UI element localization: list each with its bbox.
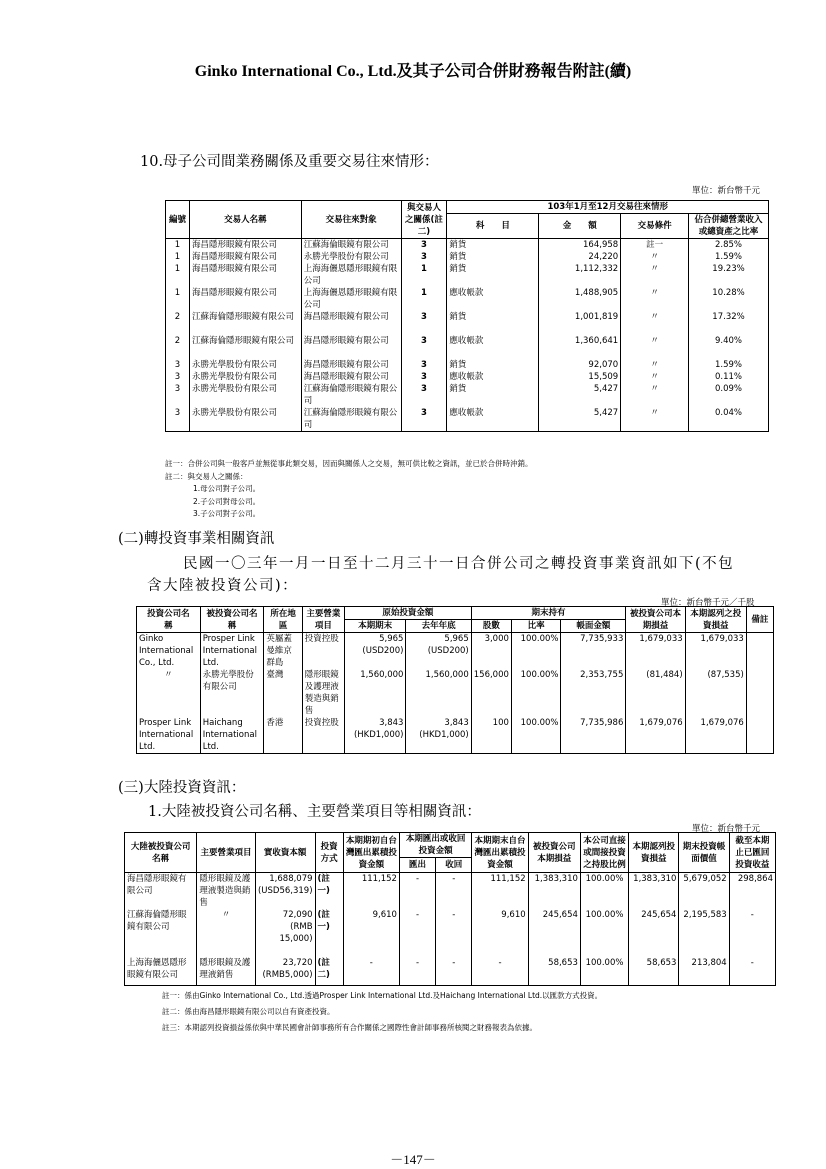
- t3-cell: -: [436, 909, 472, 957]
- th-amount: 金 額: [539, 214, 621, 239]
- t2-cell: 1,679,076: [626, 717, 685, 754]
- t2-cell: Haichang International Ltd.: [200, 717, 264, 754]
- note-1: 註一：係由Ginko International Co., Ltd.透過Prosper Link International Ltd.及Haichang International Ltd.以匯款方式投資。: [162, 991, 603, 1000]
- th-name: 大陸被投資公司名稱: [125, 833, 197, 873]
- th-relation: 與交易人之關係(註二): [401, 201, 447, 239]
- t1-cell: 1,112,332: [539, 263, 621, 287]
- section-3-title: (三)大陸投資資訊：: [118, 780, 246, 796]
- t3-cell: -: [399, 957, 435, 985]
- t2-cell: Ginko International Co., Ltd.: [137, 633, 201, 670]
- t2-cell: 1,560,000: [406, 669, 471, 717]
- t3-val: 23,720: [282, 958, 313, 968]
- t1-cell: 3: [401, 407, 447, 432]
- t2-cell: 香港: [264, 717, 302, 754]
- t2-cell: [344, 633, 406, 670]
- th-period: 103年1月至12月交易往來情形: [447, 201, 769, 214]
- t2-cell: [746, 669, 773, 717]
- section-3-unit: 單位：新台幣千元: [692, 824, 761, 834]
- t3-cell: -: [399, 873, 435, 910]
- t1-cell: 3: [401, 239, 447, 252]
- t3-cell: 江蘇海倫隱形眼鏡有限公司: [125, 909, 197, 957]
- t3-cell: 111,152: [343, 873, 399, 910]
- t1-cell: 3: [166, 371, 190, 383]
- t3-cell: 海昌隱形眼鏡有限公司: [125, 873, 197, 910]
- t1-cell: 永勝光學股份有限公司: [189, 371, 301, 383]
- t3-cell: (註一): [315, 909, 343, 957]
- th-pct: 比率: [511, 620, 561, 633]
- t1-cell: 銷貨: [447, 383, 539, 407]
- t3-cell: 58,653: [528, 957, 580, 985]
- th-item: 科 目: [447, 214, 539, 239]
- th-begin: 本期期初自台灣匯出累積投資金額: [343, 833, 399, 873]
- section-2-intro-cont: 含大陸被投資公司)：: [147, 578, 299, 594]
- t2-cell: [406, 717, 471, 754]
- t3-cell: 2,195,583: [679, 909, 729, 957]
- t2-val: 3,843: [444, 718, 469, 728]
- t1-cell: 1,001,819: [539, 311, 621, 335]
- t2-cell: 1,679,033: [626, 633, 685, 670]
- th-orig: 原始投資金額: [344, 607, 471, 620]
- t1-cell: 海昌隱形眼鏡有限公司: [189, 239, 301, 252]
- t2-cell: 100.00%: [511, 669, 561, 717]
- th-pl: 被投資公司本期損益: [626, 607, 685, 633]
- t1-cell: 164,958: [539, 239, 621, 252]
- t1-cell: 江蘇海倫隱形眼鏡有限公司: [301, 383, 401, 407]
- t3-cell: 5,679,052: [679, 873, 729, 910]
- t3-cell: 58,653: [629, 957, 679, 985]
- t2-cell: 7,735,933: [561, 633, 626, 670]
- t1-cell: 3: [401, 311, 447, 335]
- t1-cell: 3: [401, 359, 447, 371]
- note-3: 註三：本期認列投資損益係依與中華民國會計師事務所有合作關係之國際性會計師事務所核閱之財務報表為依據。: [162, 1023, 537, 1032]
- t1-cell: 0.11%: [689, 371, 769, 383]
- note-1: 註一：合併公司與一般客戶並無從事此類交易，因而與關係人之交易，無可供比較之資訊，並已於合併時沖銷。: [165, 459, 533, 468]
- t2-val-sub: (HKD1,000): [419, 730, 469, 740]
- t1-cell: 〃: [621, 263, 689, 287]
- t2-cell: 投資控股: [302, 717, 344, 754]
- t1-cell: 19.23%: [689, 263, 769, 287]
- th-pl: 被投資公司本期損益: [528, 833, 580, 873]
- t1-cell: 1.59%: [689, 359, 769, 371]
- t3-cell: -: [472, 957, 528, 985]
- t1-cell: 應收帳款: [447, 371, 539, 383]
- th-recog: 本期認列投資損益: [629, 833, 679, 873]
- th-remark: 備註: [746, 607, 773, 633]
- t3-cell: (註一): [315, 873, 343, 910]
- t2-cell: 英屬蓋曼維京群島: [264, 633, 302, 670]
- t1-cell: 10.28%: [689, 287, 769, 311]
- t1-cell: 1: [401, 263, 447, 287]
- t2-cell: 臺灣: [264, 669, 302, 717]
- t1-cell: 海昌隱形眼鏡有限公司: [301, 359, 401, 371]
- t1-cell: 3: [166, 383, 190, 407]
- section-2-unit: 單位：新台幣千元／千股: [661, 598, 755, 608]
- t1-cell: 1,360,641: [539, 335, 621, 359]
- t1-cell: 1.59%: [689, 251, 769, 263]
- th-method: 投資方式: [315, 833, 343, 873]
- t1-cell: 〃: [621, 311, 689, 335]
- th-repat: 截至本期止已匯回投資收益: [729, 833, 775, 873]
- t1-cell: 0.09%: [689, 383, 769, 407]
- t1-cell: 〃: [621, 335, 689, 359]
- t1-cell: 3: [401, 251, 447, 263]
- t3-cell: 111,152: [472, 873, 528, 910]
- th-back: 收回: [436, 858, 472, 873]
- t1-cell: 銷貨: [447, 311, 539, 335]
- t1-cell: 3: [401, 383, 447, 407]
- t1-cell: 銷貨: [447, 239, 539, 252]
- t1-cell: 江蘇海倫隱形眼鏡有限公司: [301, 407, 401, 432]
- t1-cell: 2: [166, 311, 190, 335]
- t2-cell: 100.00%: [511, 633, 561, 670]
- t3-cell: 〃: [197, 909, 255, 957]
- page-number: －147－: [390, 1152, 436, 1167]
- t3-cell: 隱形眼鏡及護理液製造與銷售: [197, 873, 255, 910]
- t3-cell: -: [399, 909, 435, 957]
- t3-cell: -: [436, 873, 472, 910]
- t1-cell: 0.04%: [689, 407, 769, 432]
- th-investor: 投資公司名 稱: [137, 607, 201, 633]
- t3-cell: 100.00%: [580, 909, 628, 957]
- th-shares: 股數: [471, 620, 511, 633]
- section-10-notes: [165, 458, 533, 521]
- t1-cell: 應收帳款: [447, 335, 539, 359]
- note-2: 註二：係由海昌隱形眼鏡有限公司以自有資產投資。: [162, 1007, 335, 1016]
- investee-table: [136, 606, 774, 754]
- section-2-title: (二)轉投資事業相關資訊: [118, 531, 275, 547]
- t1-cell: 〃: [621, 383, 689, 407]
- t2-cell: (81,484): [626, 669, 685, 717]
- t1-cell: 永勝光學股份有限公司: [189, 383, 301, 407]
- th-location: 所在地區: [264, 607, 302, 633]
- th-flow: 本期匯出或收回投資金額: [399, 833, 471, 858]
- note-2-item: 1.母公司對子公司。: [193, 484, 261, 493]
- t3-cell: 245,654: [528, 909, 580, 957]
- th-end: 本期期末自台灣匯出累積投資金額: [472, 833, 528, 873]
- t3-cell: 9,610: [472, 909, 528, 957]
- th-book: 期末投資帳面價值: [679, 833, 729, 873]
- t3-cell: 100.00%: [580, 957, 628, 985]
- t1-cell: 2.85%: [689, 239, 769, 252]
- t1-cell: 2: [166, 335, 190, 359]
- t2-cell: 1,560,000: [344, 669, 406, 717]
- t1-cell: 〃: [621, 251, 689, 263]
- t3-cell: [255, 873, 315, 910]
- t3-val: 1,688,079: [269, 874, 313, 884]
- t3-cell: -: [343, 957, 399, 985]
- t1-cell: 3: [401, 371, 447, 383]
- t1-cell: 江蘇海倫隱形眼鏡有限公司: [189, 311, 301, 335]
- th-out: 匯出: [399, 858, 435, 873]
- intercompany-transactions-table: [165, 200, 769, 432]
- t1-cell: 1,488,905: [539, 287, 621, 311]
- t3-val: 72,090: [282, 910, 313, 920]
- t2-val: 5,965: [444, 634, 469, 644]
- th-orig-prev: 去年年底: [406, 620, 471, 633]
- t3-cell: 1,383,310: [629, 873, 679, 910]
- t3-val-sub: (RMB5,000): [262, 970, 313, 980]
- t1-cell: 1: [401, 287, 447, 311]
- t3-cell: -: [729, 957, 775, 985]
- t2-val: 3,843: [379, 718, 404, 728]
- th-orig-end: 本期期末: [344, 620, 406, 633]
- t1-cell: 〃: [621, 407, 689, 432]
- t1-cell: 銷貨: [447, 263, 539, 287]
- t1-cell: 銷貨: [447, 251, 539, 263]
- th-name: 交易人名稱: [189, 201, 301, 239]
- th-ratio: 佔合併總營業收入或總資產之比率: [689, 214, 769, 239]
- t2-cell: Prosper Link International Ltd.: [200, 633, 264, 670]
- t1-cell: 〃: [621, 359, 689, 371]
- t1-cell: 3: [401, 335, 447, 359]
- t1-cell: 永勝光學股份有限公司: [189, 359, 301, 371]
- t2-cell: 3,000: [471, 633, 511, 670]
- th-business: 主要營業項目: [197, 833, 255, 873]
- t1-cell: 海昌隱形眼鏡有限公司: [189, 263, 301, 287]
- section-10-title: 10.母子公司間業務關係及重要交易往來情形：: [140, 154, 439, 170]
- t1-cell: 〃: [621, 371, 689, 383]
- t2-cell: 〃: [137, 669, 201, 717]
- t1-cell: 應收帳款: [447, 407, 539, 432]
- t3-cell: 隱形眼鏡及護理液銷售: [197, 957, 255, 985]
- note-2-item: 3.子公司對子公司。: [193, 509, 261, 518]
- t3-cell: 9,610: [343, 909, 399, 957]
- section-3-subtitle: 1.大陸被投資公司名稱、主要營業項目等相關資訊：: [148, 804, 481, 820]
- section-2-intro: 民國一〇三年一月一日至十二月三十一日合併公司之轉投資事業資訊如下(不包: [183, 556, 735, 572]
- page-header: Ginko International Co., Ltd.及其子公司合併財務報告附註(續): [194, 63, 632, 80]
- th-book: 帳面金額: [561, 620, 626, 633]
- t1-cell: 1: [166, 287, 190, 311]
- t1-cell: 江蘇海倫眼鏡有限公司: [301, 239, 401, 252]
- t2-val-sub: (HKD1,000): [353, 730, 404, 740]
- th-recog: 本期認列之投資損益: [685, 607, 746, 633]
- t1-cell: 3: [166, 407, 190, 432]
- t1-cell: 17.32%: [689, 311, 769, 335]
- t2-cell: (87,535): [685, 669, 746, 717]
- t3-cell: [255, 957, 315, 985]
- t1-cell: 上海海儷恩隱形眼鏡有限公司: [301, 287, 401, 311]
- t1-cell: 92,070: [539, 359, 621, 371]
- t2-cell: 永勝光學股份有限公司: [200, 669, 264, 717]
- t1-cell: 15,509: [539, 371, 621, 383]
- t3-cell: 213,804: [679, 957, 729, 985]
- t3-cell: 245,654: [629, 909, 679, 957]
- t3-cell: (註二): [315, 957, 343, 985]
- t2-cell: [406, 633, 471, 670]
- th-capital: 實收資本額: [255, 833, 315, 873]
- note-2-item: 2.子公司對母公司。: [193, 496, 261, 506]
- t3-val-sub: (RMB 15,000): [279, 922, 313, 944]
- t3-cell: 100.00%: [580, 873, 628, 910]
- t2-cell: 2,353,755: [561, 669, 626, 717]
- t1-cell: 海昌隱形眼鏡有限公司: [189, 251, 301, 263]
- th-pct: 本公司直接或間接投資之持股比例: [580, 833, 628, 873]
- th-held: 期末持有: [471, 607, 626, 620]
- t1-cell: 5,427: [539, 383, 621, 407]
- section-3-notes: [162, 988, 602, 1036]
- t1-cell: 3: [166, 359, 190, 371]
- note-2: 註二：與交易人之關係：: [165, 471, 248, 481]
- t1-cell: 24,220: [539, 251, 621, 263]
- t1-cell: 海昌隱形眼鏡有限公司: [301, 335, 401, 359]
- t1-cell: 1: [166, 251, 190, 263]
- t2-cell: 1,679,076: [685, 717, 746, 754]
- th-counterparty: 交易往來對象: [301, 201, 401, 239]
- t2-cell: Prosper Link International Ltd.: [137, 717, 201, 754]
- t1-cell: 5,427: [539, 407, 621, 432]
- t1-cell: 應收帳款: [447, 287, 539, 311]
- t2-cell: 7,735,986: [561, 717, 626, 754]
- t1-cell: 註一: [621, 239, 689, 252]
- t1-cell: 永勝光學股份有限公司: [189, 407, 301, 432]
- t1-cell: 〃: [621, 287, 689, 311]
- t2-cell: 156,000: [471, 669, 511, 717]
- t3-cell: -: [729, 909, 775, 957]
- t2-cell: 100.00%: [511, 717, 561, 754]
- t2-cell: 1,679,033: [685, 633, 746, 670]
- t2-val-sub: (USD200): [427, 646, 469, 656]
- th-investee: 被投資公司名 稱: [200, 607, 264, 633]
- china-investment-table: [124, 832, 776, 986]
- t3-cell: [255, 909, 315, 957]
- t1-cell: 江蘇海倫隱形眼鏡有限公司: [189, 335, 301, 359]
- t3-cell: 上海海儷恩隱形眼鏡有限公司: [125, 957, 197, 985]
- t2-cell: [746, 633, 773, 670]
- t2-val: 5,965: [379, 634, 404, 644]
- t2-cell: [746, 717, 773, 754]
- section-10-unit: 單位：新台幣千元: [692, 186, 761, 196]
- t1-cell: 海昌隱形眼鏡有限公司: [189, 287, 301, 311]
- t1-cell: 銷貨: [447, 359, 539, 371]
- th-terms: 交易條件: [621, 214, 689, 239]
- t2-cell: 投資控股: [302, 633, 344, 670]
- t3-val-sub: (USD56,319): [257, 886, 313, 896]
- th-business: 主要營業項目: [302, 607, 344, 633]
- t1-cell: 上海海儷恩隱形眼鏡有限公司: [301, 263, 401, 287]
- t1-cell: 永勝光學股份有限公司: [301, 251, 401, 263]
- t1-cell: 1: [166, 263, 190, 287]
- t1-cell: 1: [166, 239, 190, 252]
- th-no: 編號: [166, 201, 190, 239]
- t1-cell: 海昌隱形眼鏡有限公司: [301, 311, 401, 335]
- t1-cell: 海昌隱形眼鏡有限公司: [301, 371, 401, 383]
- t3-cell: 298,864: [729, 873, 775, 910]
- t2-val-sub: (USD200): [362, 646, 404, 656]
- t3-cell: 1,383,310: [528, 873, 580, 910]
- t2-cell: [344, 717, 406, 754]
- t2-cell: 100: [471, 717, 511, 754]
- t2-cell: 隱形眼鏡及護理液製造與銷售: [302, 669, 344, 717]
- t3-cell: -: [436, 957, 472, 985]
- t1-cell: 9.40%: [689, 335, 769, 359]
